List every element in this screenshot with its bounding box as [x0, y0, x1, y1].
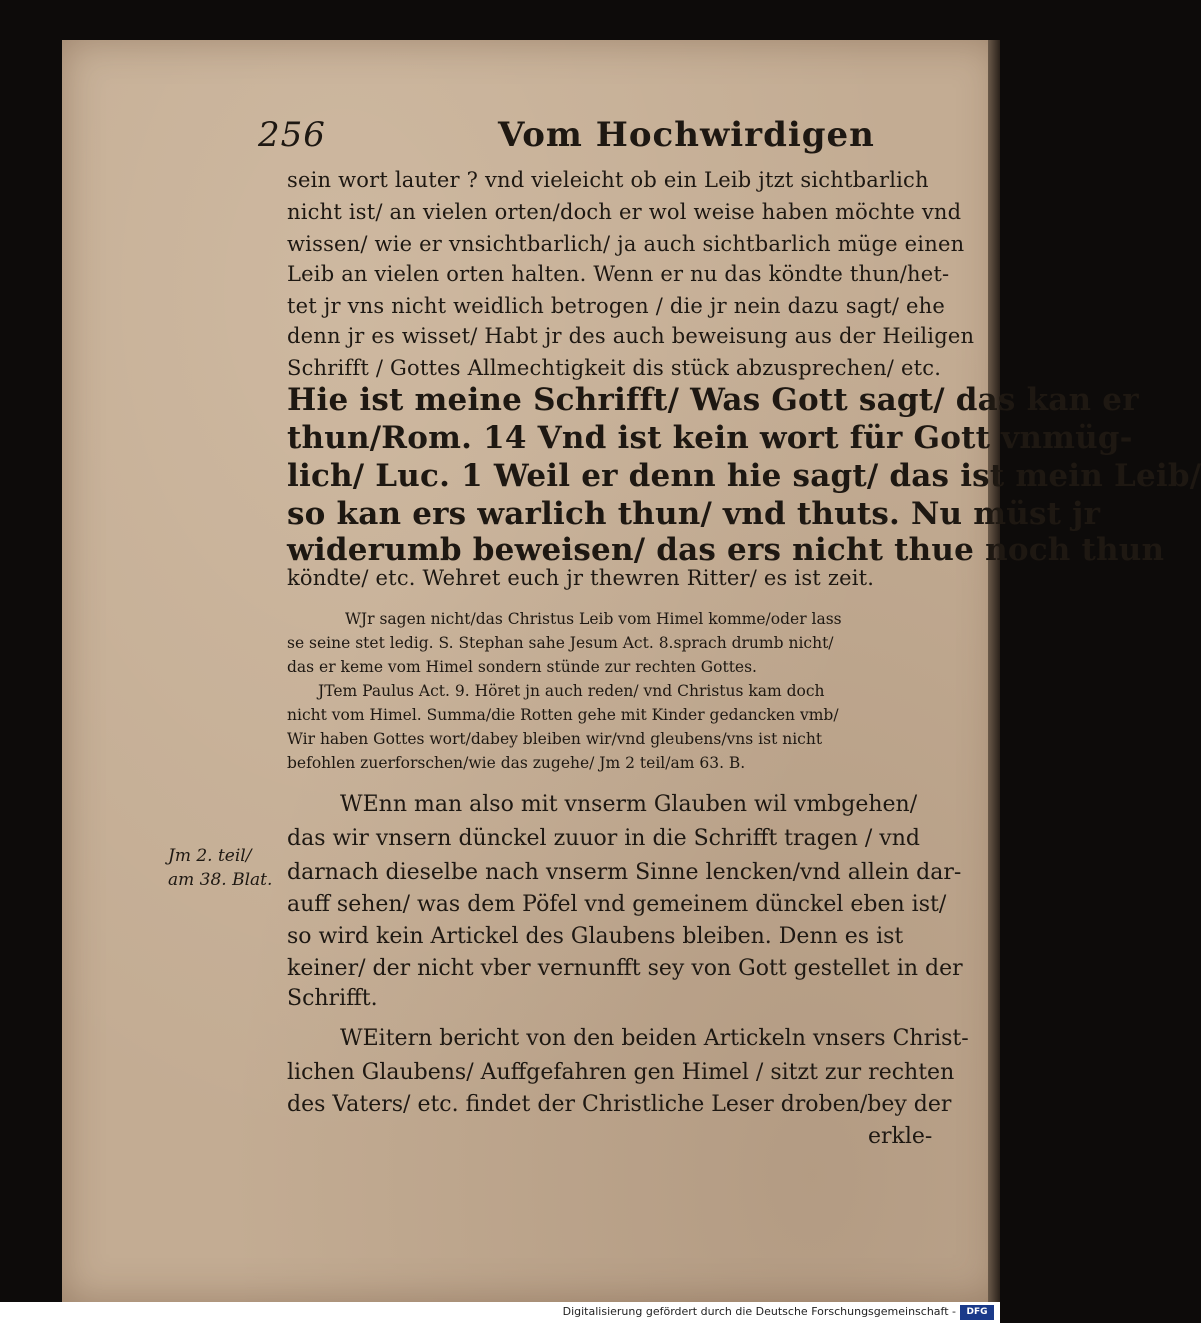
margin-note-line: am 38. Blat. [168, 870, 273, 890]
body-line: tet jr vns nicht weidlich betrogen / die jr nein dazu sagt/ ehe [287, 294, 945, 318]
dfg-logo-icon[interactable]: DFG [960, 1305, 994, 1320]
paragraph-line: so wird kein Artickel des Glaubens bleiben. Denn es ist [287, 924, 904, 949]
body-line: köndte/ etc. Wehret euch jr thewren Ritter/ es ist zeit. [287, 566, 875, 590]
emphasis-line: so kan ers warlich thun/ vnd thuts. Nu müst jr [287, 496, 1101, 532]
paragraph-line: Schrifft. [287, 986, 378, 1011]
note-line: nicht vom Himel. Summa/die Rotten gehe mit Kinder gedancken vmb/ [287, 706, 839, 724]
paragraph-line: das wir vnsern dünckel zuuor in die Schrifft tragen / vnd [287, 826, 920, 851]
emphasis-line: lich/ Luc. 1 Weil er denn hie sagt/ das ist mein Leib/ [287, 458, 1201, 494]
paragraph-line: des Vaters/ etc. findet der Christliche Leser droben/bey der [287, 1092, 952, 1117]
note-line: WJr sagen nicht/das Christus Leib vom Himel komme/oder lass [345, 610, 842, 628]
paragraph-line: darnach dieselbe nach vnserm Sinne lencken/vnd allein dar- [287, 860, 962, 885]
running-head: Vom Hochwirdigen [498, 115, 875, 155]
emphasis-line: thun/Rom. 14 Vnd ist kein wort für Gott vnmüg- [287, 420, 1133, 456]
note-line: JTem Paulus Act. 9. Höret jn auch reden/ vnd Christus kam doch [318, 682, 825, 700]
note-line: Wir haben Gottes wort/dabey bleiben wir/vnd gleubens/vns ist nicht [287, 730, 823, 748]
note-line: befohlen zuerforschen/wie das zugehe/ Jm 2 teil/am 63. B. [287, 754, 746, 772]
body-line: Leib an vielen orten halten. Wenn er nu das köndte thun/het- [287, 262, 950, 286]
paragraph-line: lichen Glaubens/ Auffgefahren gen Himel / sitzt zur rechten [287, 1060, 955, 1085]
paragraph-line: keiner/ der nicht vber vernunfft sey von Gott gestellet in der [287, 956, 963, 981]
emphasis-line: widerumb beweisen/ das ers nicht thue noch thun [287, 532, 1165, 568]
emphasis-line: Hie ist meine Schrifft/ Was Gott sagt/ das kan er [287, 382, 1139, 418]
body-line: Schrifft / Gottes Allmechtigkeit dis stück abzusprechen/ etc. [287, 356, 942, 380]
catchword: erkle- [868, 1124, 933, 1149]
note-line: se seine stet ledig. S. Stephan sahe Jesum Act. 8.sprach drumb nicht/ [287, 634, 834, 652]
footer-credit: Digitalisierung gefördert durch die Deutsche Forschungsgemeinschaft - [562, 1305, 956, 1318]
page-header [258, 115, 938, 163]
body-line: denn jr es wisset/ Habt jr des auch beweisung aus der Heiligen [287, 324, 975, 348]
page-edge [988, 40, 1000, 1302]
paragraph-line: auff sehen/ was dem Pöfel vnd gemeinem dünckel eben ist/ [287, 892, 947, 917]
footer-bar [0, 1302, 1000, 1323]
page-number: 256 [258, 115, 326, 155]
paragraph-line: WEnn man also mit vnserm Glauben wil vmbgehen/ [340, 792, 918, 817]
body-line: wissen/ wie er vnsichtbarlich/ ja auch sichtbarlich müge einen [287, 232, 965, 256]
paragraph-line: WEitern bericht von den beiden Artickeln vnsers Christ- [340, 1026, 969, 1051]
body-line: nicht ist/ an vielen orten/doch er wol weise haben möchte vnd [287, 200, 962, 224]
note-line: das er keme vom Himel sondern stünde zur rechten Gottes. [287, 658, 757, 676]
margin-note-line: Jm 2. teil/ [168, 846, 252, 866]
body-line: sein wort lauter ? vnd vieleicht ob ein Leib jtzt sichtbarlich [287, 168, 929, 192]
